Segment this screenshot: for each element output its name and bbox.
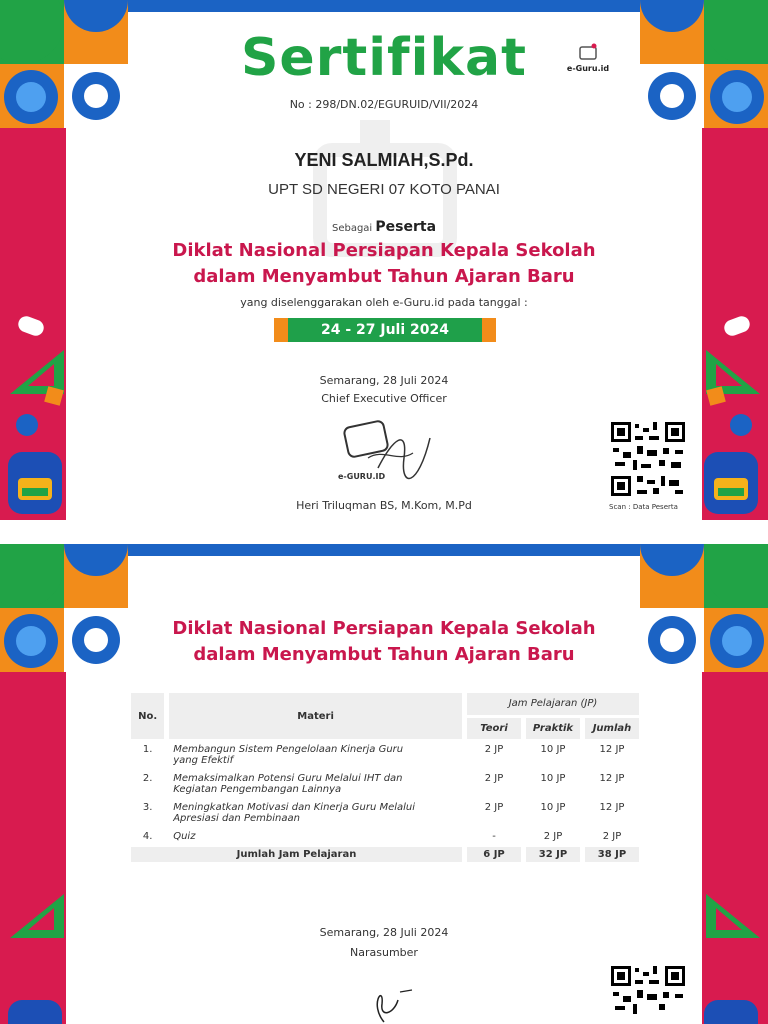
row-no: 2. (142, 773, 153, 784)
row-materi (169, 829, 462, 844)
signer-position: Chief Executive Officer (321, 392, 447, 405)
e-guru-logo (558, 42, 618, 73)
logo-text: e-Guru.id (566, 64, 610, 73)
row-praktik: 10 JP (540, 773, 566, 784)
row-jumlah: 12 JP (599, 802, 625, 813)
row-teori: 2 JP (484, 773, 504, 784)
place-date: Semarang, 28 Juli 2024 (319, 374, 449, 387)
row-praktik: 10 JP (540, 802, 566, 813)
row-jumlah: 12 JP (599, 773, 625, 784)
organizer-text: yang diselenggarakan oleh e-Guru.id pada tanggal : (240, 296, 528, 309)
event-title-line2: dalam Menyambut Tahun Ajaran Baru (193, 644, 575, 665)
col-jp-header: Jam Pelajaran (JP) (467, 693, 639, 715)
event-title-line2: dalam Menyambut Tahun Ajaran Baru (193, 266, 575, 287)
row-materi (169, 800, 462, 826)
curriculum-table (126, 690, 644, 865)
signature-graphic (338, 418, 434, 494)
page-separator (0, 520, 768, 544)
qr-code[interactable] (609, 420, 687, 498)
backpack-icon (8, 1000, 62, 1024)
event-title-line1: Diklat Nasional Persiapan Kepala Sekolah (172, 240, 596, 261)
qr-code-graphic (609, 964, 687, 1024)
total-jumlah: 38 JP (585, 847, 639, 862)
row-materi-line1: Quiz (173, 831, 196, 842)
e-guru-logo-icon (577, 42, 599, 62)
total-label: Jumlah Jam Pelajaran (131, 847, 462, 862)
table-row (131, 771, 639, 797)
col-materi-header: Materi (169, 693, 462, 739)
row-materi-line1: Memaksimalkan Potensi Guru Melalui IHT dan (173, 773, 403, 784)
stamp-text: e-GURU.ID (338, 472, 386, 481)
col-praktik-header: Praktik (526, 718, 580, 740)
row-jumlah: 2 JP (602, 831, 622, 842)
row-praktik: 2 JP (543, 831, 563, 842)
row-teori: 2 JP (484, 802, 504, 813)
qr-code[interactable] (609, 964, 687, 1024)
signer-name: Heri Triluqman BS, M.Kom, M.Pd (296, 499, 472, 512)
table-row (131, 742, 639, 768)
recipient-role (0, 219, 768, 235)
row-materi-line1: Membangun Sistem Pengelolaan Kinerja Guru (173, 744, 404, 755)
row-no: 4. (142, 831, 153, 842)
row-no: 3. (142, 802, 153, 813)
blue-dot-decoration (16, 414, 38, 436)
row-teori: 2 JP (484, 744, 504, 755)
row-materi-line2: Apresiasi dan Pembinaan (173, 813, 300, 824)
recipient-name: YENI SALMIAH,S.Pd. (294, 150, 474, 170)
total-praktik: 32 JP (526, 847, 580, 862)
certificate-page-back (0, 544, 768, 1024)
top-blue-band (128, 544, 640, 556)
row-teori: - (492, 831, 496, 842)
col-jumlah-header: Jumlah (585, 718, 639, 740)
role-value: Peserta (375, 219, 437, 235)
signer-position: Narasumber (350, 946, 418, 959)
signature-graphic (364, 974, 424, 1024)
company-stamp (338, 418, 434, 494)
col-teori-header: Teori (467, 718, 521, 740)
row-materi (169, 742, 462, 768)
table-row (131, 829, 639, 844)
row-praktik: 10 JP (540, 744, 566, 755)
top-blue-band (128, 0, 640, 12)
total-teori: 6 JP (467, 847, 521, 862)
row-materi-line1: Meningkatkan Motivasi dan Kinerja Guru Melalui (173, 802, 416, 813)
certificate-number: No : 298/DN.02/EGURUID/VII/2024 (289, 98, 479, 111)
table-row (131, 800, 639, 826)
recipient-school: UPT SD NEGERI 07 KOTO PANAI (268, 181, 500, 198)
event-date-banner: 24 - 27 Juli 2024 (274, 318, 496, 342)
row-no: 1. (142, 744, 153, 755)
col-no-header: No. (131, 693, 164, 739)
row-materi-line2: yang Efektif (173, 755, 234, 766)
row-materi (169, 771, 462, 797)
role-prefix: Sebagai (331, 223, 373, 234)
qr-code-graphic (609, 420, 687, 498)
place-date: Semarang, 28 Juli 2024 (319, 926, 449, 939)
qr-scan-label: Scan : Data Peserta (609, 503, 678, 511)
curriculum-table-grid (126, 690, 644, 865)
table-total-row (131, 847, 639, 862)
event-title-line1: Diklat Nasional Persiapan Kepala Sekolah (172, 618, 596, 639)
blue-dot-decoration (730, 414, 752, 436)
row-materi-line2: Kegiatan Pengembangan Lainnya (173, 784, 342, 795)
backpack-icon (704, 1000, 758, 1024)
row-jumlah: 12 JP (599, 744, 625, 755)
certificate-title: Sertifikat (240, 28, 528, 88)
